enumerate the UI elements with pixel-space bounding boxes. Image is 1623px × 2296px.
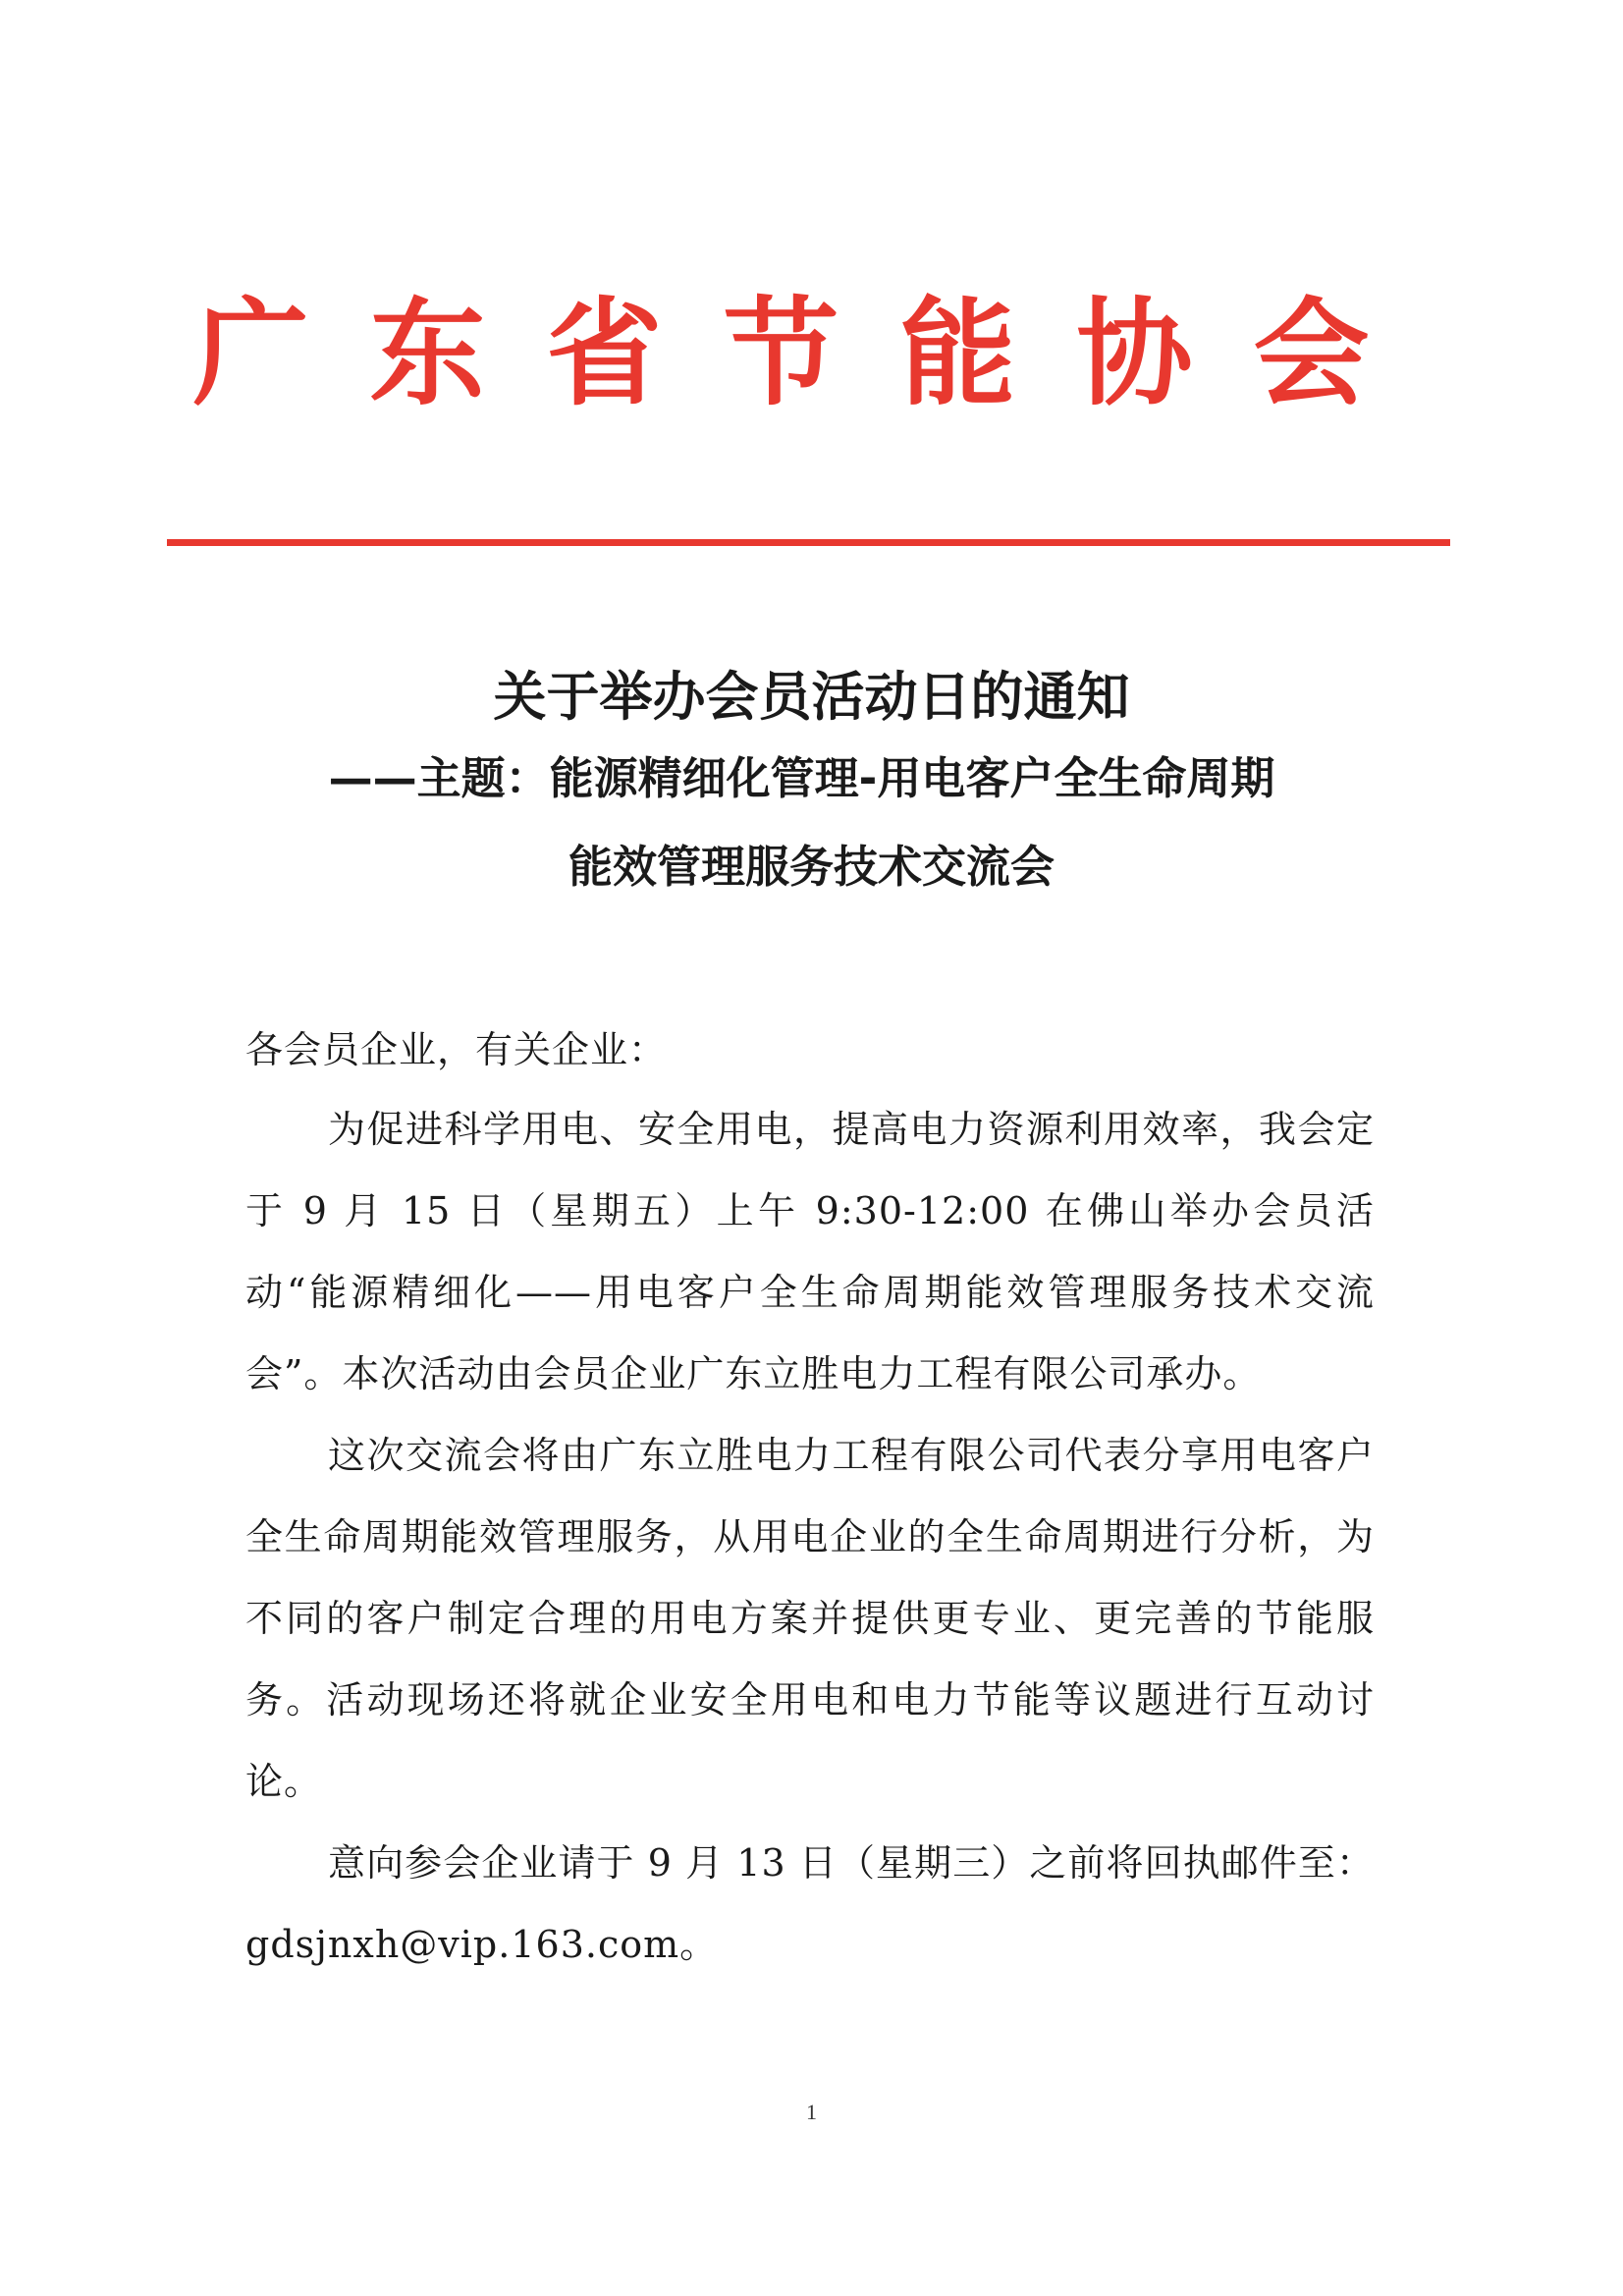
body-paragraph-2: 这次交流会将由广东立胜电力工程有限公司代表分享用电客户全生命周期能效管理服务，从用电企业的全生命周期进行分析，为不同的客户制定合理的用电方案并提供更专业、更完善的节能服务。活动现场还将就企业安全用电和电力节能等议题进行互动讨论。 xyxy=(245,1434,1375,1803)
notice-subtitle-line1: ——主题：能源精细化管理-用电客户全生命周期 xyxy=(328,752,1275,804)
body-paragraph-1: 为促进科学用电、安全用电，提高电力资源利用效率，我会定于 9 月 15 日（星期五）上午 9:30-12:00 在佛山举办会员活动“能源精细化——用电客户全生命周期能效管理服务技术交流会”。本次活动由会员企业广东立胜电力工程有限公司承办。 xyxy=(245,1108,1375,1395)
letterhead-organization-name: 广东省节能协会 xyxy=(192,285,1431,421)
letterhead-red-rule xyxy=(167,539,1450,546)
notice-subtitle-line2: 能效管理服务技术交流会 xyxy=(568,841,1055,893)
body-paragraph-3: 意向参会企业请于 9 月 13 日（星期三）之前将回执邮件至：gdsjnxh@vip.163.com。 xyxy=(245,1841,1375,1966)
salutation: 各会员企业，有关企业： xyxy=(245,1028,668,1071)
page-number: 1 xyxy=(806,2100,817,2124)
notice-title: 关于举办会员活动日的通知 xyxy=(493,666,1130,728)
